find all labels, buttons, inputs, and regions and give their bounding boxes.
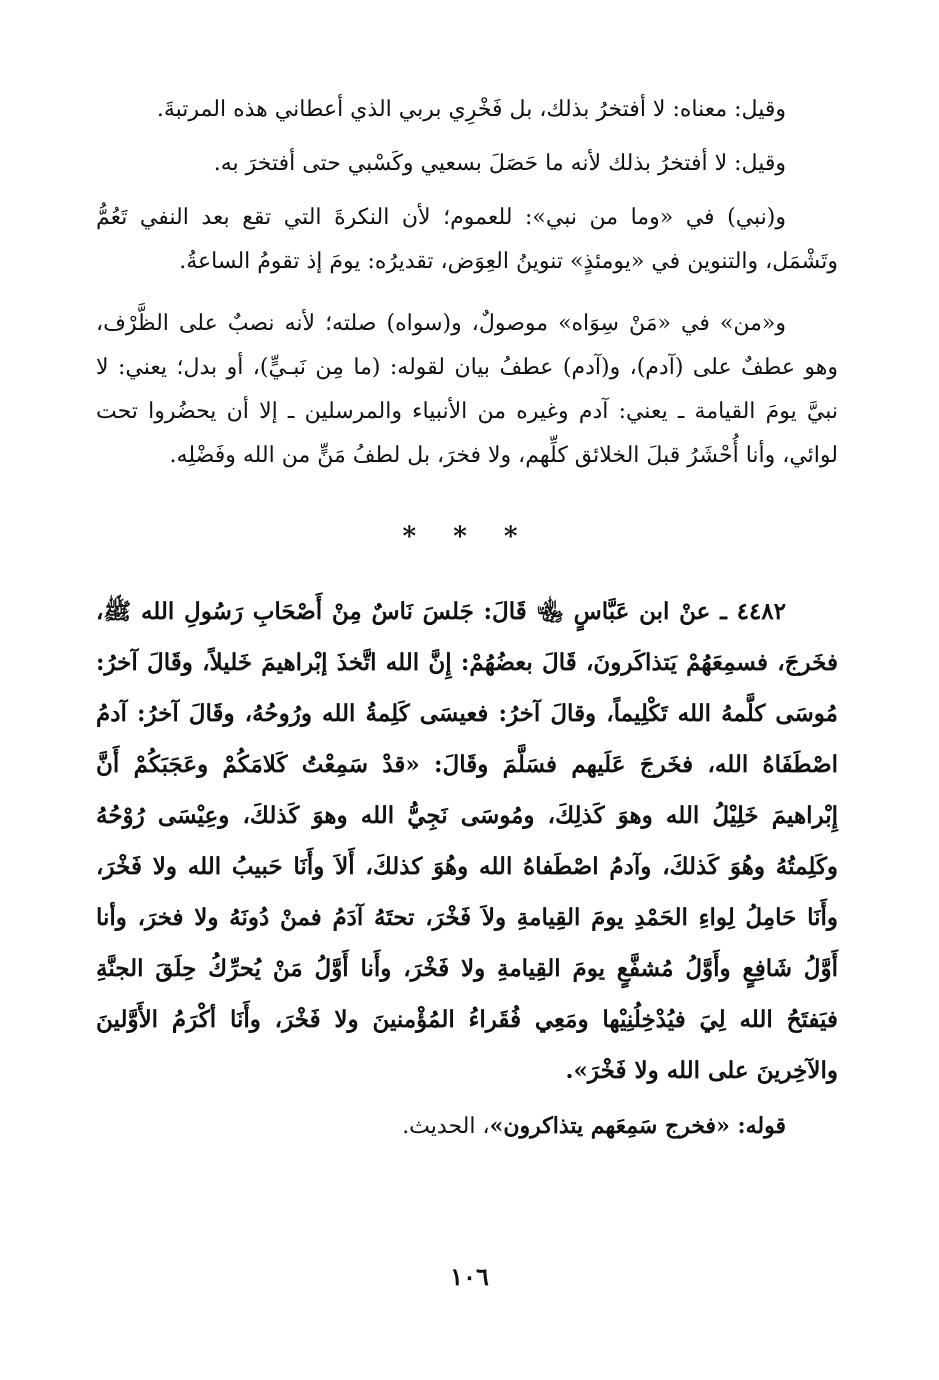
paragraph-grammar: و«من» في «مَنْ سِوَاه» موصولٌ، و(سواه) صلته؛ لأنه نصبٌ على الظَّرْف، وهو عطفٌ على (آدم)، و(آدم) عطفُ بيان لقوله: (ما مِن نَبـيٍّ)، أو بدل؛ يعني: لا نبيَّ يومَ القيامة ـ يعني: آدم وغيره من الأنبياء والمرسلين ـ إلا أن يحضُروا تحت لوائي، وأنا أُحْشَرُ قبلَ الخلائق كلِّهم، ولا فخرَ، بل لطفُ مَنٍّ من الله وفَضْلِه.: [96, 311, 838, 468]
paragraph-generality: و(نبي) في «وما من نبي»: للعموم؛ لأن النكرةَ التي تقع بعد النفي تَعُمُّ وتَشْمَل، والتنوين في «يومئذٍ» تنوينُ العِوَض، تقديرُه: يومَ إذ تقومُ الساعةُ.: [96, 205, 838, 274]
commentary-prefix: قوله:: [729, 1113, 786, 1139]
paragraph-not-boasting: وقيل: لا أفتخرُ بذلك لأنه ما حَصَلَ بسعيي وكَسْبي حتى أفتخرَ به.: [213, 151, 786, 176]
paragraph-meaning: وقيل: معناه: لا أفتخرُ بذلك، بل فَخْرِي بربي الذي أعطاني هذه المرتبةَ.: [156, 97, 786, 122]
hadith-text: ٤٤٨٢ ـ عنْ ابن عَبَّاسٍ ﵄ قَالَ: جَلسَ نَاسٌ مِنْ أَصْحَابِ رَسُولِ الله ﷺ، فخَرجَ، فسمِعَهُمْ يَتذاكَرونَ، قَالَ بعضُهُمْ: إِنَّ الله اتَّخذَ إبْراهيمَ خَليلاً، وقَالَ آخرُ: مُوسَى كلَّمهُ الله تَكْلِيماً، وقالَ آخرُ: فعيسَى كَلِمةُ الله ورُوحُهُ، وقَالَ آخرُ: آدمُ اصْطَفَاهُ الله، فخَرجَ عَلَيهم فسَلَّمَ وقَالَ: «قدْ سَمِعْتُ كَلامَكُمْ وعَجَبَكُمْ أَنَّ إِبْراهيمَ خَلِيْلُ الله وهوَ كَذلِكَ، ومُوسَى نَجِيُّ الله وهوَ كَذلكَ، وعِيْسَى رُوْحُهُ وكَلِمتُهُ وهُوَ كَذلكَ، وآدمُ اصْطَفاهُ الله وهُوَ كذلكَ، أَلاَ وأَنَا حَبيبُ الله ولا فَخْرَ، وأَنَا حَامِلُ لِواءِ الحَمْدِ يومَ القِيامةِ ولاَ فَخْرَ، تحتَهُ آدَمُ فمنْ دُونَهُ ولا فخرَ، وأنا أَوَّلُ شَافِعٍ وأَوَّلُ مُشفَّعٍ يومَ القِيامةِ ولا فَخْرَ، وأَنا أَوَّلُ مَنْ يُحرِّكُ حِلَقَ الجنَّةِ فيَفتَحُ الله لِيَ فيُدْخِلُنِيْها ومَعِي فُقَراءُ المُؤْمنينَ ولا فَخْرَ، وأَنَا أكْرَمُ الأَوَّلينَ والآخِرينَ على الله ولا فَخْرَ».: [96, 598, 838, 1084]
commentary-line: [96, 1104, 838, 1149]
section-divider: * * *: [402, 522, 532, 552]
page-body: [96, 88, 838, 1149]
commentary-quote: «فخرج سَمِعَهم يتذاكرون»: [489, 1113, 730, 1139]
commentary-suffix: ، الحديث.: [402, 1114, 490, 1139]
page-number: ١٠٦: [450, 1262, 489, 1291]
